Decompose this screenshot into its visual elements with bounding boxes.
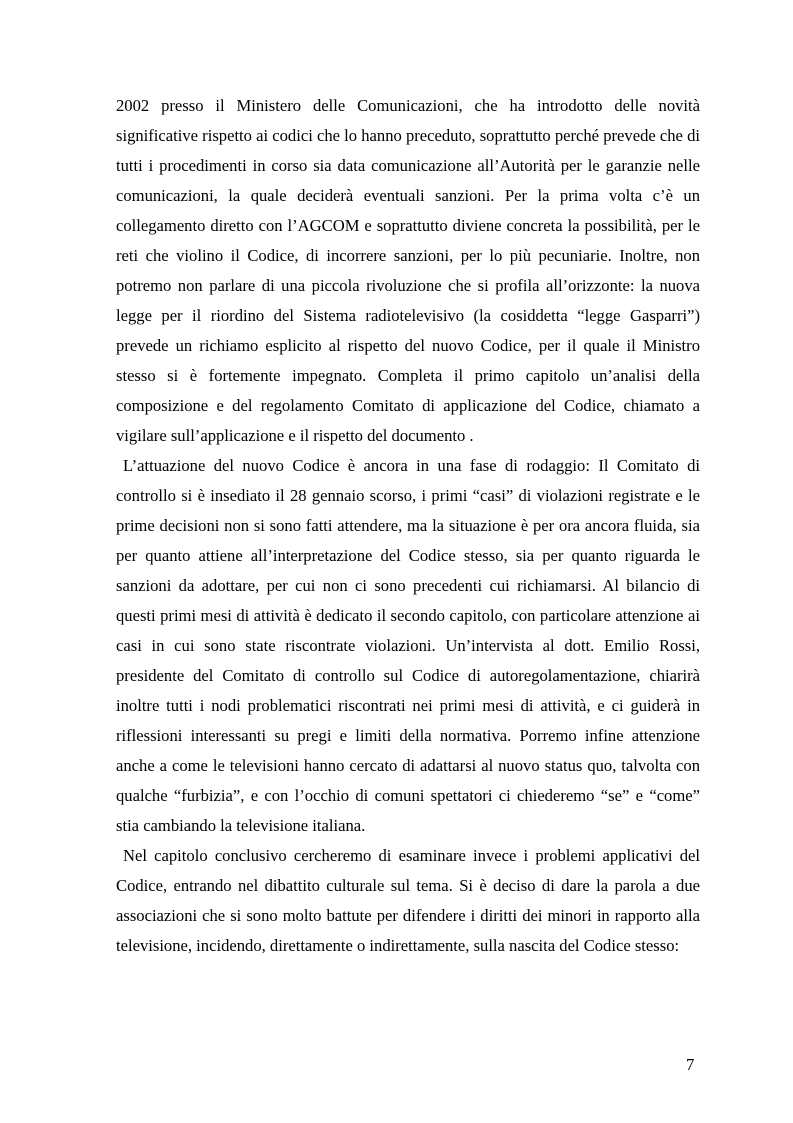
- paragraph-third: Nel capitolo conclusivo cercheremo di esaminare invece i problemi applicativi del Codice, entrando nel dibattito culturale sul tema. Si è deciso di dare la parola a due associazioni che si sono molto battute per difendere i diritti dei minori in rapporto alla televisione, incidendo, direttamente o indirettamente, sulla nascita del Codice stesso:: [116, 846, 700, 955]
- paragraph-continuation: 2002 presso il Ministero delle Comunicazioni, che ha introdotto delle novità significative rispetto ai codici che lo hanno preceduto, soprattutto perché prevede che di tutti i procedimenti in corso sia data comunicazione all’Autorità per le garanzie nelle comunicazioni, la quale deciderà eventuali sanzioni. Per la prima volta c’è un collegamento diretto con l’AGCOM e soprattutto diviene concreta la possibilità, per le reti che violino il Codice, di incorrere sanzioni, per lo più pecuniarie. Inoltre, non potremo non parlare di una piccola rivoluzione che si profila all’orizzonte: la nuova legge per il riordino del Sistema radiotelevisivo (la cosiddetta “legge Gasparri”) prevede un richiamo esplicito al rispetto del nuovo Codice, per il quale il Ministro stesso si è fortemente impegnato. Completa il primo capitolo un’analisi della composizione e del regolamento Comitato di applicazione del Codice, chiamato a vigilare sull’applicazione e il rispetto del documento .: [116, 96, 700, 445]
- body-text: [116, 91, 700, 961]
- paragraph-second: L’attuazione del nuovo Codice è ancora in una fase di rodaggio: Il Comitato di controllo si è insediato il 28 gennaio scorso, i primi “casi” di violazioni registrate e le prime decisioni non si sono fatti attendere, ma la situazione è per ora ancora fluida, sia per quanto attiene all’interpretazione del Codice stesso, sia per quanto riguarda le sanzioni da adottare, per cui non ci sono precedenti cui richiamarsi. Al bilancio di questi primi mesi di attività è dedicato il secondo capitolo, con particolare attenzione ai casi in cui sono state riscontrate violazioni. Un’intervista al dott. Emilio Rossi, presidente del Comitato di controllo sul Codice di autoregolamentazione, chiarirà inoltre tutti i nodi problematici riscontrati nei primi mesi di attività, e ci guiderà in riflessioni interessanti su pregi e limiti della normativa. Porremo infine attenzione anche a come le televisioni hanno cercato di adattarsi al nuovo status quo, talvolta con qualche “furbizia”, e con l’occhio di comuni spettatori ci chiederemo “se” e “come” stia cambiando la televisione italiana.: [116, 456, 700, 835]
- page-number: 7: [686, 1055, 695, 1074]
